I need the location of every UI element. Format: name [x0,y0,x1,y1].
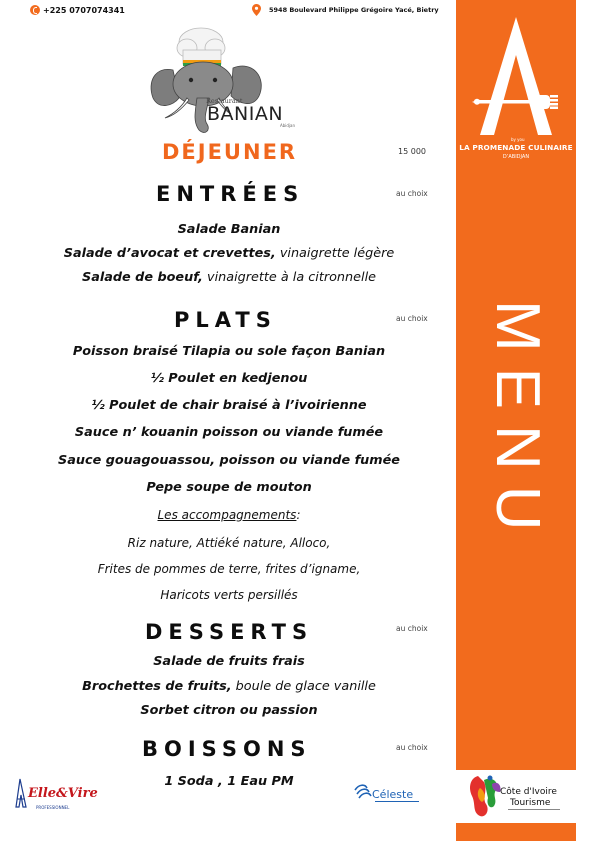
choice-note-plats: au choix [396,314,428,323]
choice-note-entrees: au choix [396,189,428,198]
menu-vertical-heading: MENU [483,300,552,547]
accompaniment-line: Riz nature, Attiéké nature, Alloco, [127,536,331,550]
section-title-boissons: BOISSONS [142,737,312,761]
svg-text:Céleste: Céleste [372,788,414,801]
menu-item: Pepe soupe de mouton [146,480,312,495]
menu-item: Salade d’avocat et crevettes, vinaigrette légère [63,246,395,261]
svg-text:PROFESSIONNEL: PROFESSIONNEL [36,805,70,810]
address-contact [252,4,439,16]
promenade-fork-a-logo [474,15,558,140]
address-text: 5948 Boulevard Philippe Grégoire Yacé, Bietry [269,6,439,14]
menu-item: ½ Poulet en kedjenou [150,371,308,386]
menu-item: Salade de fruits frais [153,654,305,669]
panel-small-label: by you [511,137,525,142]
celeste-logo [353,778,433,806]
menu-item: Sorbet citron ou passion [140,703,318,718]
menu-price: 15 000 [398,147,426,156]
menu-item: 1 Soda , 1 Eau PM [164,774,294,789]
menu-item: ½ Poulet de chair braisé à l’ivoirienne [91,398,367,413]
phone-icon [30,5,40,15]
menu-item: Salade Banian [177,222,281,237]
side-panel-footer-strip [456,823,576,841]
elle-vire-logo [10,775,98,815]
accompaniment-line: Haricots verts persillés [160,588,298,602]
brand-tagline: Abidjan [280,123,296,128]
section-title-entrees: ENTRÉES [156,182,305,206]
menu-item: Sauce n’ kouanin poisson ou viande fumée [74,425,384,440]
choice-note-desserts: au choix [396,624,428,633]
menu-item: Salade de boeuf, vinaigrette à la citronnelle [81,270,377,285]
svg-text:Côte d'Ivoire: Côte d'Ivoire [500,787,557,797]
cote-divoire-tourisme-logo [462,770,572,822]
promenade-title: LA PROMENADE CULINAIRE [459,143,573,152]
location-pin-icon [252,4,261,16]
accompaniment-line: Frites de pommes de terre, frites d’igname, [97,562,361,576]
choice-note-boissons: au choix [396,743,428,752]
brand-subtitle: Restaurant [206,97,243,105]
promenade-subtitle: D’ABIDJAN [502,154,530,160]
brand-name: BANIAN [207,103,284,125]
menu-item: Brochettes de fruits, boule de glace vanille [82,679,376,694]
section-title-plats: PLATS [174,308,277,332]
svg-text:Elle&Vire: Elle&Vire [28,786,98,801]
menu-item: Sauce gouagouassou, poisson ou viande fumée [58,453,400,468]
meal-title: DÉJEUNER [162,140,298,164]
menu-item: Poisson braisé Tilapia ou sole façon Banian [72,344,386,359]
accompaniments-title: Les accompagnements: [157,508,301,522]
section-title-desserts: DESSERTS [145,620,314,644]
svg-text:Tourisme: Tourisme [510,798,551,808]
phone-number: +225 0707074341 [43,5,125,15]
phone-contact [30,5,125,15]
